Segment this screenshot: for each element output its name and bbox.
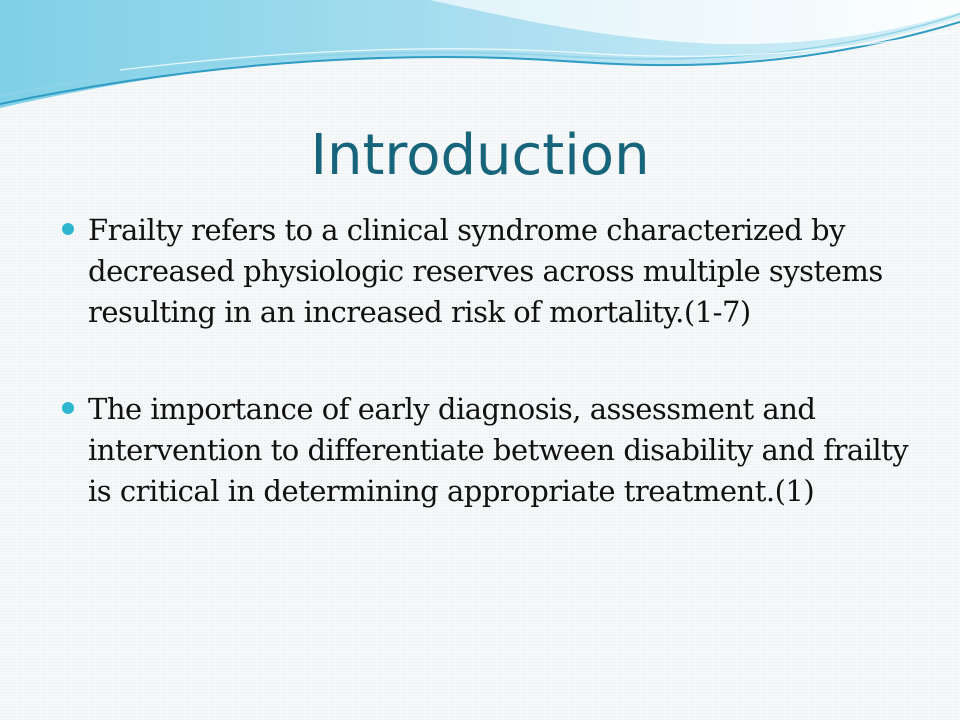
- bullet-text: Frailty refers to a clinical syndrome characterized by decreased physiologic reserves across multiple systems resulting in an increased risk of mortality.(1-7): [88, 213, 883, 329]
- bullet-item-early-diagnosis: [60, 389, 910, 512]
- bullet-dot-icon: [62, 402, 74, 414]
- bullet-item-frailty-definition: [60, 210, 910, 333]
- slide-title: Introduction: [310, 123, 650, 188]
- bullet-text: The importance of early diagnosis, assessment and intervention to differentiate between disability and frailty is critical in determining appropriate treatment.(1): [88, 392, 909, 508]
- bullet-list: [60, 210, 910, 512]
- bullet-dot-icon: [62, 223, 74, 235]
- header-wave-decoration: [0, 0, 960, 120]
